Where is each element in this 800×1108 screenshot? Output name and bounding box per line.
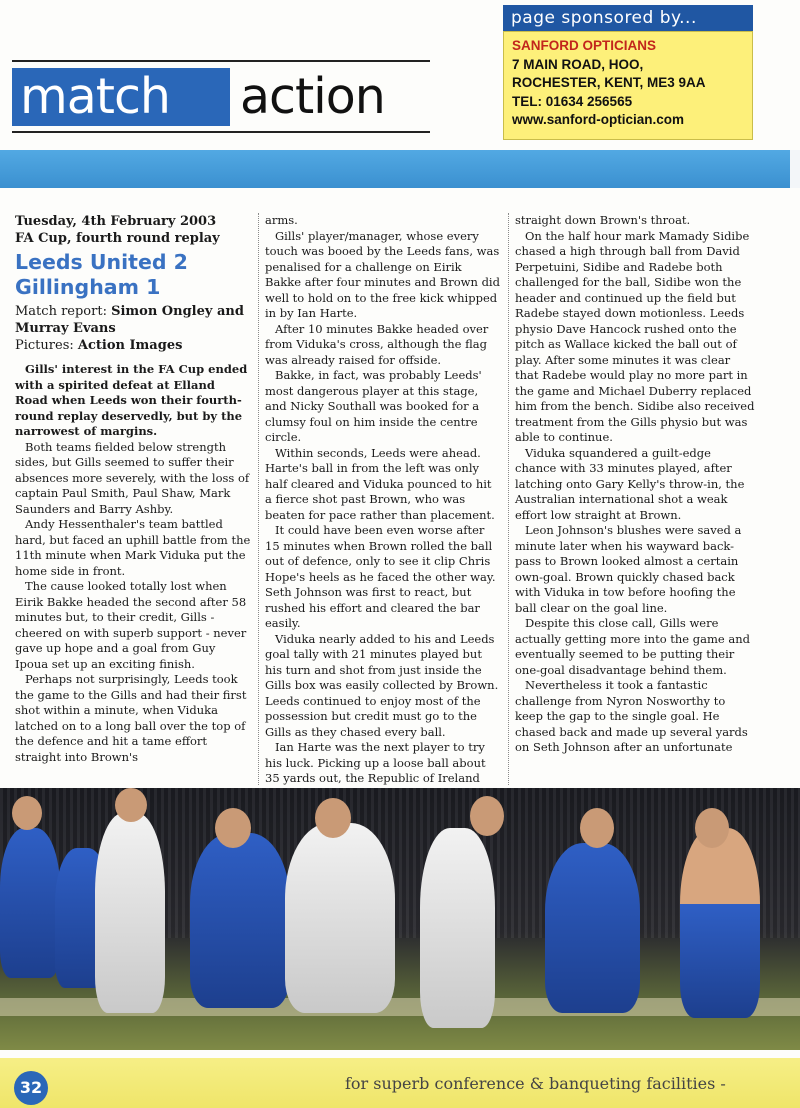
sponsor-website: www.sanford-optician.com <box>512 112 685 127</box>
player-head <box>580 808 614 848</box>
player-head <box>115 788 147 822</box>
article-paragraph: Perhaps not surprisingly, Leeds took the game to the Gills and had their first shot within a minute, when Viduka latched on to a long ball over the top of the defence and hit a tame effort straight into Brown's <box>15 672 247 764</box>
player-head <box>315 798 351 838</box>
article-paragraph: Both teams fielded below strength sides, but Gills seemed to suffer their absences more severely, with the loss of captain Paul Smith, Paul Shaw, Mark Saunders and Barry Ashby. <box>15 439 250 516</box>
column-divider-2 <box>508 213 509 785</box>
header-rule-bottom <box>12 131 430 133</box>
article-lead-paragraph: Gills' interest in the FA Cup ended with a spirited defeat at Elland Road when Leeds won their fourth-round replay deservedly, but by the narrowest of margins. <box>15 362 248 438</box>
header-band-edge <box>790 150 800 188</box>
article-paragraph: On the half hour mark Mamady Sidibe chased a high through ball from David Perpetuini, Sidibe and Radebe both challenged for the ball, Sidibe won the header and continued up the field but Radebe stayed down motionless. Leeds physio Dave Hancock rushed onto the pitch as Wallace kicked the ball out of play. After some minutes it was clear that Radebe would play no more part in the game and Michael Duberry replaced him from the bench. Sidibe also received treatment from the Gills physio but was able to continue. <box>515 228 755 444</box>
article-paragraph: It could have been even worse after 15 minutes when Brown rolled the ball out of defence, only to see it clip Chris Hope's heels as he faced the other way. Seth Johnson was first to react, but rushed his effort and cleared the bar easily. <box>265 523 496 630</box>
article-paragraph: Nevertheless it took a fantastic challenge from Nyron Nosworthy to keep the gap to the single goal. He chased back and made up several yards on Seth Johnson after an unfortunate <box>515 678 748 754</box>
article-paragraph: Within seconds, Leeds were ahead. Harte's ball in from the left was only half cleared and Viduka pounced to hit a fierce shot past Brown, who was beaten for pace rather than placement. <box>265 445 495 522</box>
leeds-player <box>95 813 165 1013</box>
article-column-1 <box>15 213 251 785</box>
article-paragraph: Andy Hessenthaler's team battled hard, but faced an uphill battle from the 11th minute when Mark Viduka put the home side in front. <box>15 517 251 578</box>
headline-line-2: Gillingham 1 <box>15 275 161 299</box>
article-column-2 <box>265 213 501 785</box>
article-paragraph: straight down Brown's throat. <box>515 213 691 227</box>
report-credit-label: Match report: <box>15 304 112 319</box>
headline-line-1: Leeds United 2 <box>15 250 188 274</box>
column-divider-1 <box>258 213 259 785</box>
gillingham-player-celebrating <box>680 828 760 1018</box>
article-paragraph: Viduka squandered a guilt-edge chance with 33 minutes played, after latching onto Gary Kelly's throw-in, the Australian international shot a weak effort low straight at Brown. <box>515 445 745 522</box>
article-paragraph: Gills' player/manager, whose every touch was booed by the Leeds fans, was penalised for a challenge on Eirik Bakke after four minutes and Brown did well to hold on to the free kick whipped in by Ian Harte. <box>265 228 500 320</box>
header-rule-top <box>12 60 430 62</box>
sponsor-box <box>503 5 753 140</box>
report-credit-names: Simon Ongley and Murray Evans <box>15 304 244 336</box>
header-band <box>0 150 790 188</box>
leeds-player <box>420 828 495 1028</box>
sponsor-heading: page sponsored by... <box>503 5 753 31</box>
article-paragraph: Viduka nearly added to his and Leeds goal tally with 21 minutes played but his turn and shot from just inside the Gills box was easily collected by Brown. Leeds continued to enjoy most of the possession but credit must go to the Gills as they chased every ball. <box>265 631 499 739</box>
article-paragraph: Leon Johnson's blushes were saved a minute later when his wayward back-pass to Brown looked almost a certain own-goal. Brown quickly chased back with Viduka in tow before hoofing the ball clear on the goal line. <box>515 523 742 615</box>
footer-tagline: for superb conference & banqueting facilities - <box>345 1074 726 1093</box>
article-paragraph: Ian Harte was the next player to try his luck. Picking up a loose ball about 35 yards out, the Republic of Ireland <box>265 740 486 785</box>
match-competition: FA Cup, fourth round replay <box>15 231 220 246</box>
sponsor-address-line1: 7 MAIN ROAD, HOO, <box>512 56 644 72</box>
article-paragraph: arms. <box>265 213 298 227</box>
article-column-3 <box>515 213 755 785</box>
report-credit <box>15 303 251 337</box>
match-photo <box>0 788 800 1050</box>
player-head <box>215 808 251 848</box>
article-paragraph: The cause looked totally lost when Eirik Bakke headed the second after 58 minutes but, to their credit, Gills - cheered on with superb support - never gave up hope and a goal from Guy Ipoua set up an exciting finish. <box>15 579 247 671</box>
sponsor-name: SANFORD OPTICIANS <box>512 38 657 53</box>
sponsor-address-line2: ROCHESTER, KENT, ME3 9AA <box>512 75 706 90</box>
player-head <box>12 796 42 830</box>
section-title-match: match <box>12 68 230 126</box>
sponsor-telephone: TEL: 01634 256565 <box>512 93 633 109</box>
pictures-credit-label: Pictures: <box>15 338 78 353</box>
sponsor-details <box>503 31 753 140</box>
gillingham-player <box>190 833 290 1008</box>
section-title-action: action <box>240 68 385 125</box>
article-paragraph: Bakke, in fact, was probably Leeds' most dangerous player at this stage, and Nicky Southall was booked for a clumsy foul on him inside the centre circle. <box>265 368 482 444</box>
match-date: Tuesday, 4th February 2003 <box>15 214 217 229</box>
gillingham-player <box>545 843 640 1013</box>
pictures-credit-name: Action Images <box>77 338 183 353</box>
article-paragraph: Despite this close call, Gills were actually getting more into the game and eventually seemed to be putting their one-goal disadvantage behind them. <box>515 616 750 677</box>
page-number: 32 <box>14 1071 48 1105</box>
gillingham-player <box>0 828 60 978</box>
player-head <box>695 808 729 848</box>
pictures-credit <box>15 337 251 354</box>
leeds-player <box>285 823 395 1013</box>
player-head <box>470 796 504 836</box>
article-paragraph: After 10 minutes Bakke headed over from Viduka's cross, although the flag was already raised for offside. <box>265 321 489 367</box>
